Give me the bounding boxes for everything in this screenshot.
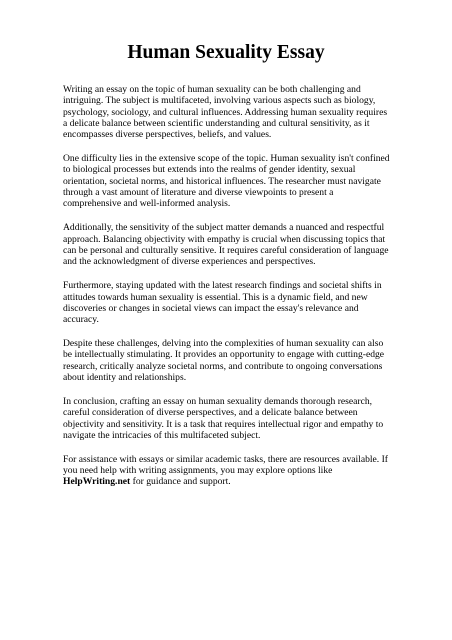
paragraph-challenges: Despite these challenges, delving into the complexities of human sexuality can also be intellectually stimulating. It provides an opportunity to engage with cutting-edge research, critically analyze societal norms, and contribute to ongoing conversations about identity and relationships.: [63, 338, 385, 383]
helpwriting-link[interactable]: HelpWriting.net: [63, 476, 131, 488]
paragraph-scope: One difficulty lies in the extensive scope of the topic. Human sexuality isn't confined to biological processes but extends into the realms of gender identity, sexual orientation, societal norms, and historical influences. The researcher must navigate through a vast amount of literature and diverse viewpoints to present a comprehensive and well-informed analysis.: [63, 153, 390, 210]
document-title: Human Sexuality Essay: [127, 42, 325, 63]
assistance-text: For assistance with essays or similar academic tasks, there are resources available. If you need help with writing assignments, you may explore options like: [63, 453, 388, 477]
assistance-text-end: for guidance and support.: [130, 476, 231, 488]
paragraph-conclusion: In conclusion, crafting an essay on human sexuality demands thorough research, careful consideration of diverse perspectives, and a delicate balance between objectivity and sensitivity. It is a task that requires intellectual rigor and empathy to navigate the intricacies of this multifaceted subject.: [63, 395, 384, 441]
paragraph-research: Furthermore, staying updated with the latest research findings and societal shifts in attitudes towards human sexuality is essential. This is a dynamic field, and new discoveries or changes in societal views can impact the essay's relevance and accuracy.: [63, 280, 382, 326]
paragraph-intro: Writing an essay on the topic of human sexuality can be both challenging and intriguing. The subject is multifaceted, involving various aspects such as biology, psychology, sociology, and cultural influences. Addressing human sexuality requires a delicate balance between scientific understanding and cultural sensitivity, as it encompasses diverse perspectives, beliefs, and values.: [63, 84, 388, 141]
paragraph-sensitivity: Additionally, the sensitivity of the subject matter demands a nuanced and respectful approach. Balancing objectivity with empathy is crucial when discussing topics that can be personal and culturally sensitive. It requires careful consideration of language and the acknowledgment of diverse experiences and perspectives.: [63, 222, 389, 268]
essay-body: [63, 84, 393, 488]
paragraph-assistance: [63, 454, 393, 488]
